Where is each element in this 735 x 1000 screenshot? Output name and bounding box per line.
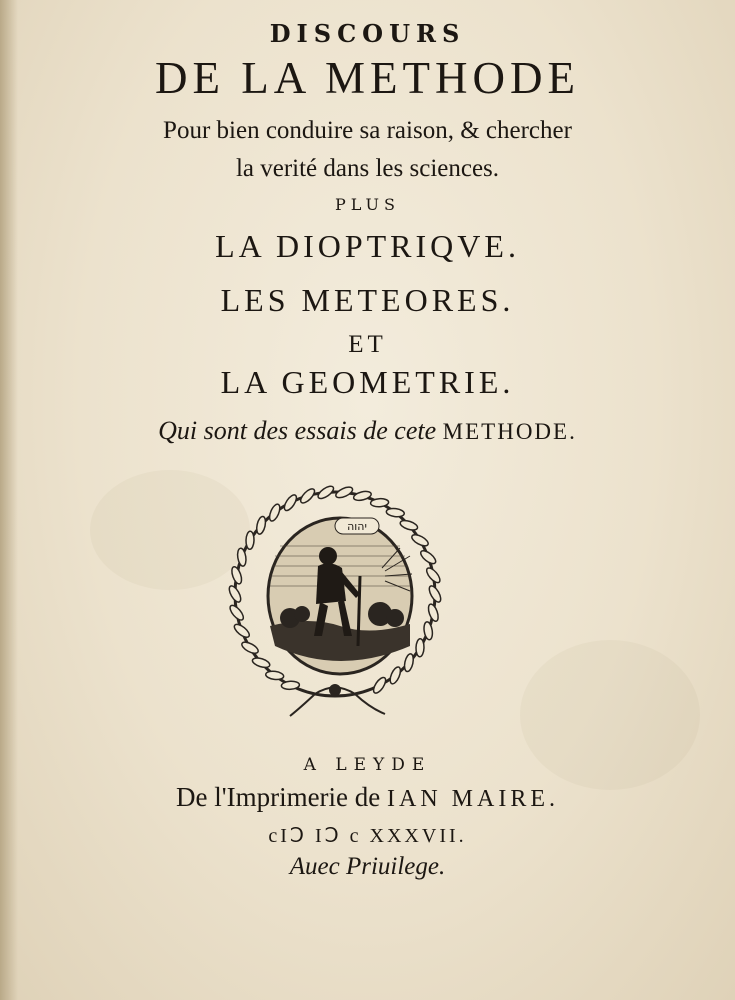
laurel-leaf-icon	[232, 622, 251, 640]
laurel-leaf-icon	[265, 670, 284, 680]
dioptrique-title: LA DIOPTRIQVE.	[215, 228, 520, 264]
laurel-leaf-icon	[403, 653, 415, 672]
printer-prefix: De l'Imprimerie de	[175, 782, 381, 812]
geometrie-title: LA GEOMETRIE.	[220, 364, 515, 400]
printer-name: IAN MAIRE.	[387, 786, 560, 812]
laurel-leaf-icon	[246, 531, 255, 549]
laurel-leaf-icon	[353, 490, 372, 502]
laurel-leaf-icon	[370, 498, 388, 507]
laurel-leaf-icon	[386, 508, 405, 518]
imprint-printer-line	[0, 784, 735, 811]
laurel-leaf-icon	[427, 603, 441, 623]
essais-line	[0, 418, 735, 444]
discours-heading: DISCOURS	[269, 19, 466, 48]
laurel-leaf-icon	[240, 640, 260, 656]
laurel-leaf-icon	[388, 666, 402, 686]
plus-label: PLUS	[335, 195, 400, 214]
subtitle-line-2: la verité dans les sciences.	[235, 155, 500, 182]
essais-methode-text: METHODE.	[442, 419, 577, 444]
laurel-leaf-icon	[419, 548, 438, 566]
main-title: DE LA METHODE	[155, 53, 580, 103]
essais-italic-text: Qui sont des essais de cete	[158, 416, 437, 445]
laurel-leaf-icon	[230, 565, 244, 585]
laurel-leaf-icon	[316, 484, 335, 501]
printers-mark-emblem-icon	[220, 476, 450, 726]
imprint-date: cIↃ IↃ c XXXVII.	[268, 825, 467, 847]
laurel-leaf-icon	[427, 584, 443, 604]
laurel-leaf-icon	[334, 485, 354, 500]
laurel-leaf-icon	[268, 503, 282, 523]
laurel-leaf-icon	[255, 516, 267, 535]
laurel-leaf-icon	[251, 656, 271, 669]
page-edge-shadow	[0, 0, 18, 1000]
laurel-leaf-icon	[416, 639, 425, 657]
laurel-leaf-icon	[371, 676, 388, 695]
laurel-leaf-icon	[281, 681, 299, 690]
meteores-title: LES METEORES.	[220, 282, 515, 318]
imprint-privilege: Auec Priuilege.	[289, 853, 446, 880]
laurel-leaf-icon	[399, 519, 419, 532]
laurel-leaf-icon	[298, 487, 316, 505]
subtitle-line-1: Pour bien conduire sa raison, & chercher	[163, 117, 572, 144]
laurel-leaf-icon	[282, 493, 299, 512]
laurel-leaf-icon	[410, 533, 430, 549]
laurel-leaf-icon	[227, 584, 243, 604]
et-label: ET	[348, 331, 387, 358]
hebrew-inscription: יהוה	[347, 520, 367, 533]
imprint-place: A LEYDE	[303, 755, 432, 775]
